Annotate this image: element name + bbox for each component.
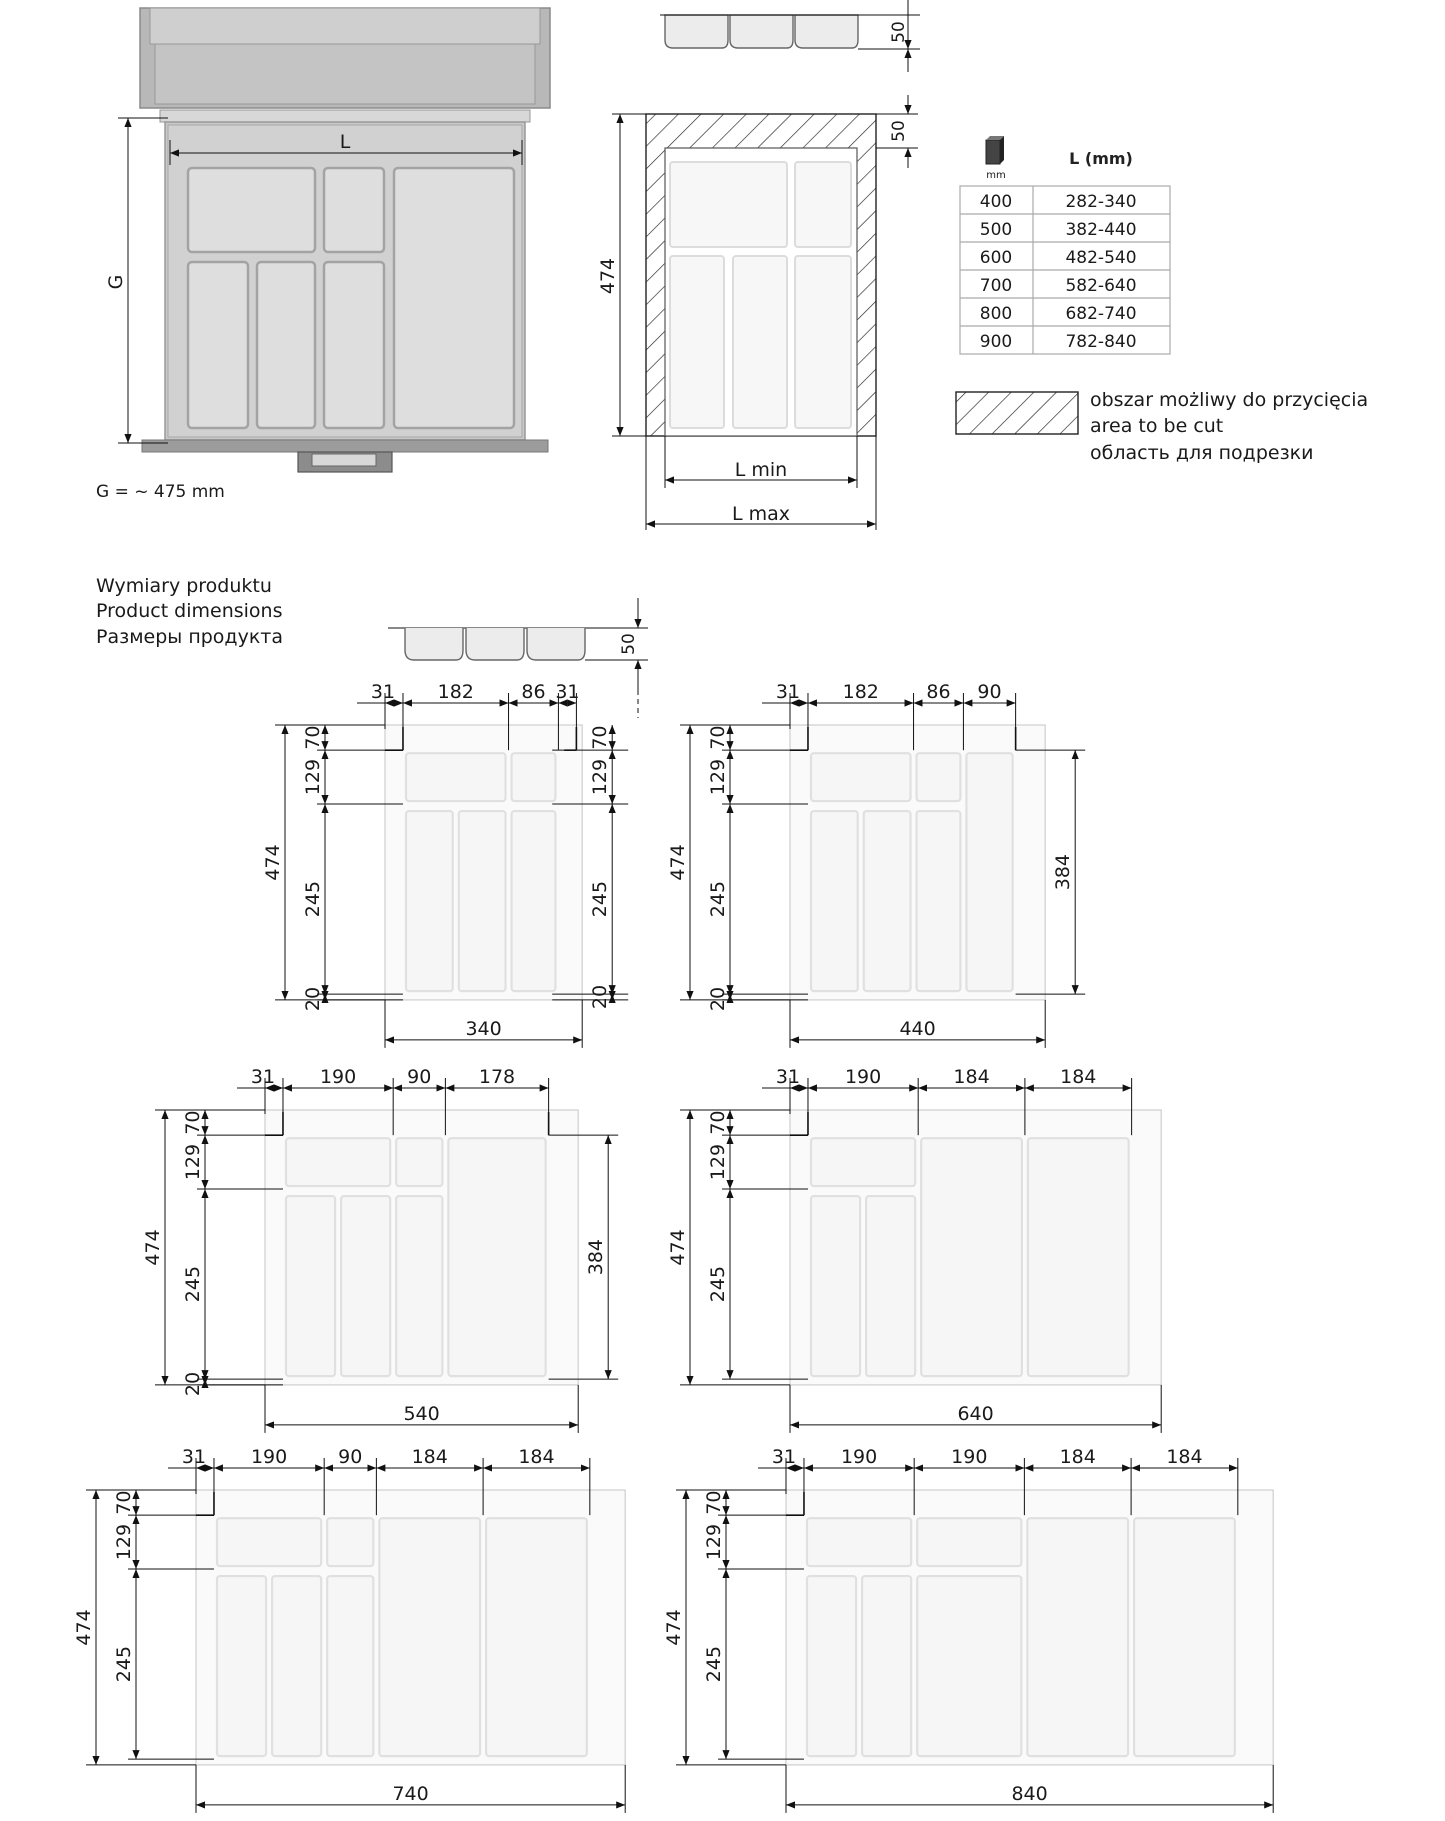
tray-compartment bbox=[917, 1576, 1021, 1756]
tray-height-label: 50 bbox=[889, 21, 909, 43]
tray-compartment bbox=[811, 753, 911, 801]
tray-compartment bbox=[966, 753, 1012, 991]
left-dim-label: 245 bbox=[703, 1645, 725, 1683]
hatch-swatch bbox=[956, 392, 1078, 434]
table-cell-range: 382-440 bbox=[1065, 220, 1137, 240]
top-dim-label: 90 bbox=[977, 681, 1002, 703]
tray-compartment bbox=[807, 1576, 856, 1756]
tray-440 bbox=[667, 681, 1085, 1048]
depth-label: 474 bbox=[142, 1229, 164, 1266]
left-dim-label: 245 bbox=[302, 880, 324, 918]
width-label: 540 bbox=[403, 1402, 440, 1425]
right-dim-label: 384 bbox=[1052, 854, 1075, 891]
cut-area-diagram bbox=[597, 0, 920, 530]
left-dim-label: 70 bbox=[707, 1110, 729, 1135]
tray-compartment bbox=[866, 1196, 915, 1376]
table-header: L (mm) bbox=[1069, 149, 1133, 168]
tray-840 bbox=[663, 1446, 1273, 1813]
tray-740 bbox=[73, 1446, 625, 1813]
tray-compartment bbox=[512, 753, 556, 801]
tray-compartment bbox=[921, 1138, 1022, 1376]
size-table bbox=[960, 136, 1170, 354]
top-dim-label: 182 bbox=[842, 681, 879, 703]
table-cell-width: 600 bbox=[979, 248, 1013, 268]
left-dim-label: 20 bbox=[302, 986, 324, 1012]
left-dim-label: 245 bbox=[707, 1265, 729, 1303]
tray-compartment bbox=[811, 811, 858, 991]
depth-label: 474 bbox=[663, 1609, 685, 1646]
tray-compartment bbox=[341, 1196, 390, 1376]
top-dim-label: 190 bbox=[250, 1446, 288, 1468]
top-dim-label: 190 bbox=[319, 1066, 357, 1088]
top-dim-label: 184 bbox=[1166, 1446, 1203, 1468]
depth-label: 474 bbox=[73, 1609, 95, 1646]
tray-compartment bbox=[811, 1196, 860, 1376]
top-dim-label: 86 bbox=[521, 681, 546, 703]
legend-line-pl: obszar możliwy do przycięcia bbox=[1090, 389, 1369, 411]
title-ru: Размеры продукта bbox=[96, 626, 284, 648]
tray-compartment bbox=[1027, 1518, 1128, 1756]
top-dim-label: 31 bbox=[181, 1446, 207, 1468]
tray-compartment bbox=[286, 1196, 335, 1376]
top-dim-label: 178 bbox=[478, 1066, 516, 1088]
tray-compartment bbox=[512, 811, 556, 991]
tray-compartment bbox=[917, 753, 961, 801]
table-cell-width: 800 bbox=[979, 304, 1013, 324]
top-dim-label: 184 bbox=[1059, 1446, 1096, 1468]
cabinet-width-icon bbox=[986, 136, 1004, 164]
right-dim-label: 245 bbox=[589, 880, 612, 918]
tray-compartment bbox=[217, 1518, 321, 1566]
tray-compartment bbox=[286, 1138, 390, 1186]
left-dim-label: 129 bbox=[707, 758, 729, 796]
left-dim-label: 70 bbox=[113, 1490, 135, 1515]
legend bbox=[956, 389, 1368, 464]
left-dim-label: 129 bbox=[707, 1143, 729, 1181]
left-dim-label: 129 bbox=[703, 1523, 725, 1561]
top-dim-label: 31 bbox=[771, 1446, 797, 1468]
product-dimensions-title bbox=[96, 575, 283, 648]
top-dim-label: 31 bbox=[370, 681, 396, 703]
left-dim-label: 70 bbox=[302, 725, 324, 750]
tray-640 bbox=[667, 1066, 1161, 1433]
table-cell-range: 482-540 bbox=[1065, 248, 1137, 268]
table-cell-width: 900 bbox=[979, 332, 1013, 352]
tray-compartment bbox=[217, 1576, 266, 1756]
edge-height-label: 50 bbox=[889, 120, 909, 142]
profile-height-label: 50 bbox=[619, 633, 639, 655]
l-min-label: L min bbox=[734, 459, 788, 481]
right-dim-label: 20 bbox=[589, 984, 612, 1010]
icon-unit: mm bbox=[986, 170, 1006, 181]
table-cell-width: 700 bbox=[979, 276, 1013, 296]
tray-540 bbox=[142, 1066, 618, 1433]
tray-compartment bbox=[1028, 1138, 1129, 1376]
width-label: 840 bbox=[1011, 1782, 1048, 1805]
tray-compartment bbox=[459, 811, 506, 991]
top-dim-label: 184 bbox=[518, 1446, 555, 1468]
l-max-label: L max bbox=[731, 503, 791, 525]
top-dim-label: 31 bbox=[555, 681, 580, 703]
left-dim-label: 245 bbox=[182, 1265, 204, 1303]
width-label: 740 bbox=[392, 1782, 429, 1805]
depth-label: 474 bbox=[262, 844, 284, 881]
tray-compartment bbox=[327, 1518, 373, 1566]
width-label: 340 bbox=[465, 1017, 502, 1040]
top-dim-label: 190 bbox=[844, 1066, 882, 1088]
tray-compartment bbox=[396, 1196, 442, 1376]
table-cell-range: 282-340 bbox=[1065, 192, 1137, 212]
top-dim-label: 86 bbox=[926, 681, 951, 703]
left-dim-label: 70 bbox=[182, 1110, 204, 1135]
top-dim-label: 190 bbox=[951, 1446, 988, 1468]
tray-compartment bbox=[811, 1138, 915, 1186]
tray-compartment bbox=[272, 1576, 321, 1756]
tray-compartment bbox=[917, 811, 961, 991]
top-dim-label: 90 bbox=[338, 1446, 363, 1468]
left-dim-label: 245 bbox=[113, 1645, 135, 1683]
table-cell-width: 400 bbox=[979, 192, 1013, 212]
tray-compartment bbox=[379, 1518, 480, 1756]
title-en: Product dimensions bbox=[96, 600, 283, 622]
tray-compartment bbox=[448, 1138, 545, 1376]
left-dim-label: 129 bbox=[182, 1143, 204, 1181]
depth-label: 474 bbox=[667, 1229, 689, 1266]
tray-compartment bbox=[864, 811, 911, 991]
table-cell-range: 682-740 bbox=[1065, 304, 1137, 324]
top-dim-label: 182 bbox=[437, 681, 474, 703]
product-profile bbox=[388, 598, 648, 718]
tray-compartment bbox=[396, 1138, 442, 1186]
right-dim-label: 129 bbox=[589, 758, 612, 796]
left-dim-label: 20 bbox=[707, 986, 729, 1012]
depth-label: 474 bbox=[667, 844, 689, 881]
table-cell-range: 782-840 bbox=[1065, 332, 1137, 352]
left-dim-label: 70 bbox=[703, 1490, 725, 1515]
top-dim-label: 190 bbox=[840, 1446, 878, 1468]
table-cell-range: 582-640 bbox=[1065, 276, 1137, 296]
top-dim-label: 90 bbox=[407, 1066, 432, 1088]
title-pl: Wymiary produktu bbox=[96, 575, 272, 597]
top-dim-label: 184 bbox=[411, 1446, 448, 1468]
tray-compartment bbox=[406, 811, 453, 991]
tray-compartment bbox=[327, 1576, 373, 1756]
tray-compartment bbox=[917, 1518, 1021, 1566]
width-label: 440 bbox=[899, 1017, 936, 1040]
left-dim-label: 20 bbox=[182, 1371, 204, 1397]
tray-compartment bbox=[1134, 1518, 1235, 1756]
right-dim-label: 70 bbox=[589, 725, 612, 750]
left-dim-label: 245 bbox=[707, 880, 729, 918]
tray-compartment bbox=[862, 1576, 911, 1756]
label-l: L bbox=[339, 131, 351, 153]
tray-340 bbox=[262, 681, 628, 1048]
g-note: G = ~ 475 mm bbox=[96, 482, 225, 502]
top-dim-label: 31 bbox=[250, 1066, 276, 1088]
left-dim-label: 129 bbox=[113, 1523, 135, 1561]
left-dim-label: 129 bbox=[302, 758, 324, 796]
width-label: 640 bbox=[957, 1402, 994, 1425]
label-g: G bbox=[105, 274, 127, 290]
top-dim-label: 184 bbox=[953, 1066, 990, 1088]
left-dim-label: 70 bbox=[707, 725, 729, 750]
top-dim-label: 184 bbox=[1060, 1066, 1097, 1088]
cut-depth-label: 474 bbox=[597, 257, 619, 295]
top-dim-label: 31 bbox=[775, 681, 801, 703]
legend-line-ru: область для подрезки bbox=[1090, 442, 1314, 464]
tray-compartment bbox=[486, 1518, 587, 1756]
tray-compartment bbox=[807, 1518, 911, 1566]
table-cell-width: 500 bbox=[979, 220, 1013, 240]
right-dim-label: 384 bbox=[585, 1239, 608, 1276]
tray-compartment bbox=[406, 753, 506, 801]
top-dim-label: 31 bbox=[775, 1066, 801, 1088]
drawer-illustration bbox=[105, 8, 550, 472]
legend-line-en: area to be cut bbox=[1090, 415, 1224, 437]
